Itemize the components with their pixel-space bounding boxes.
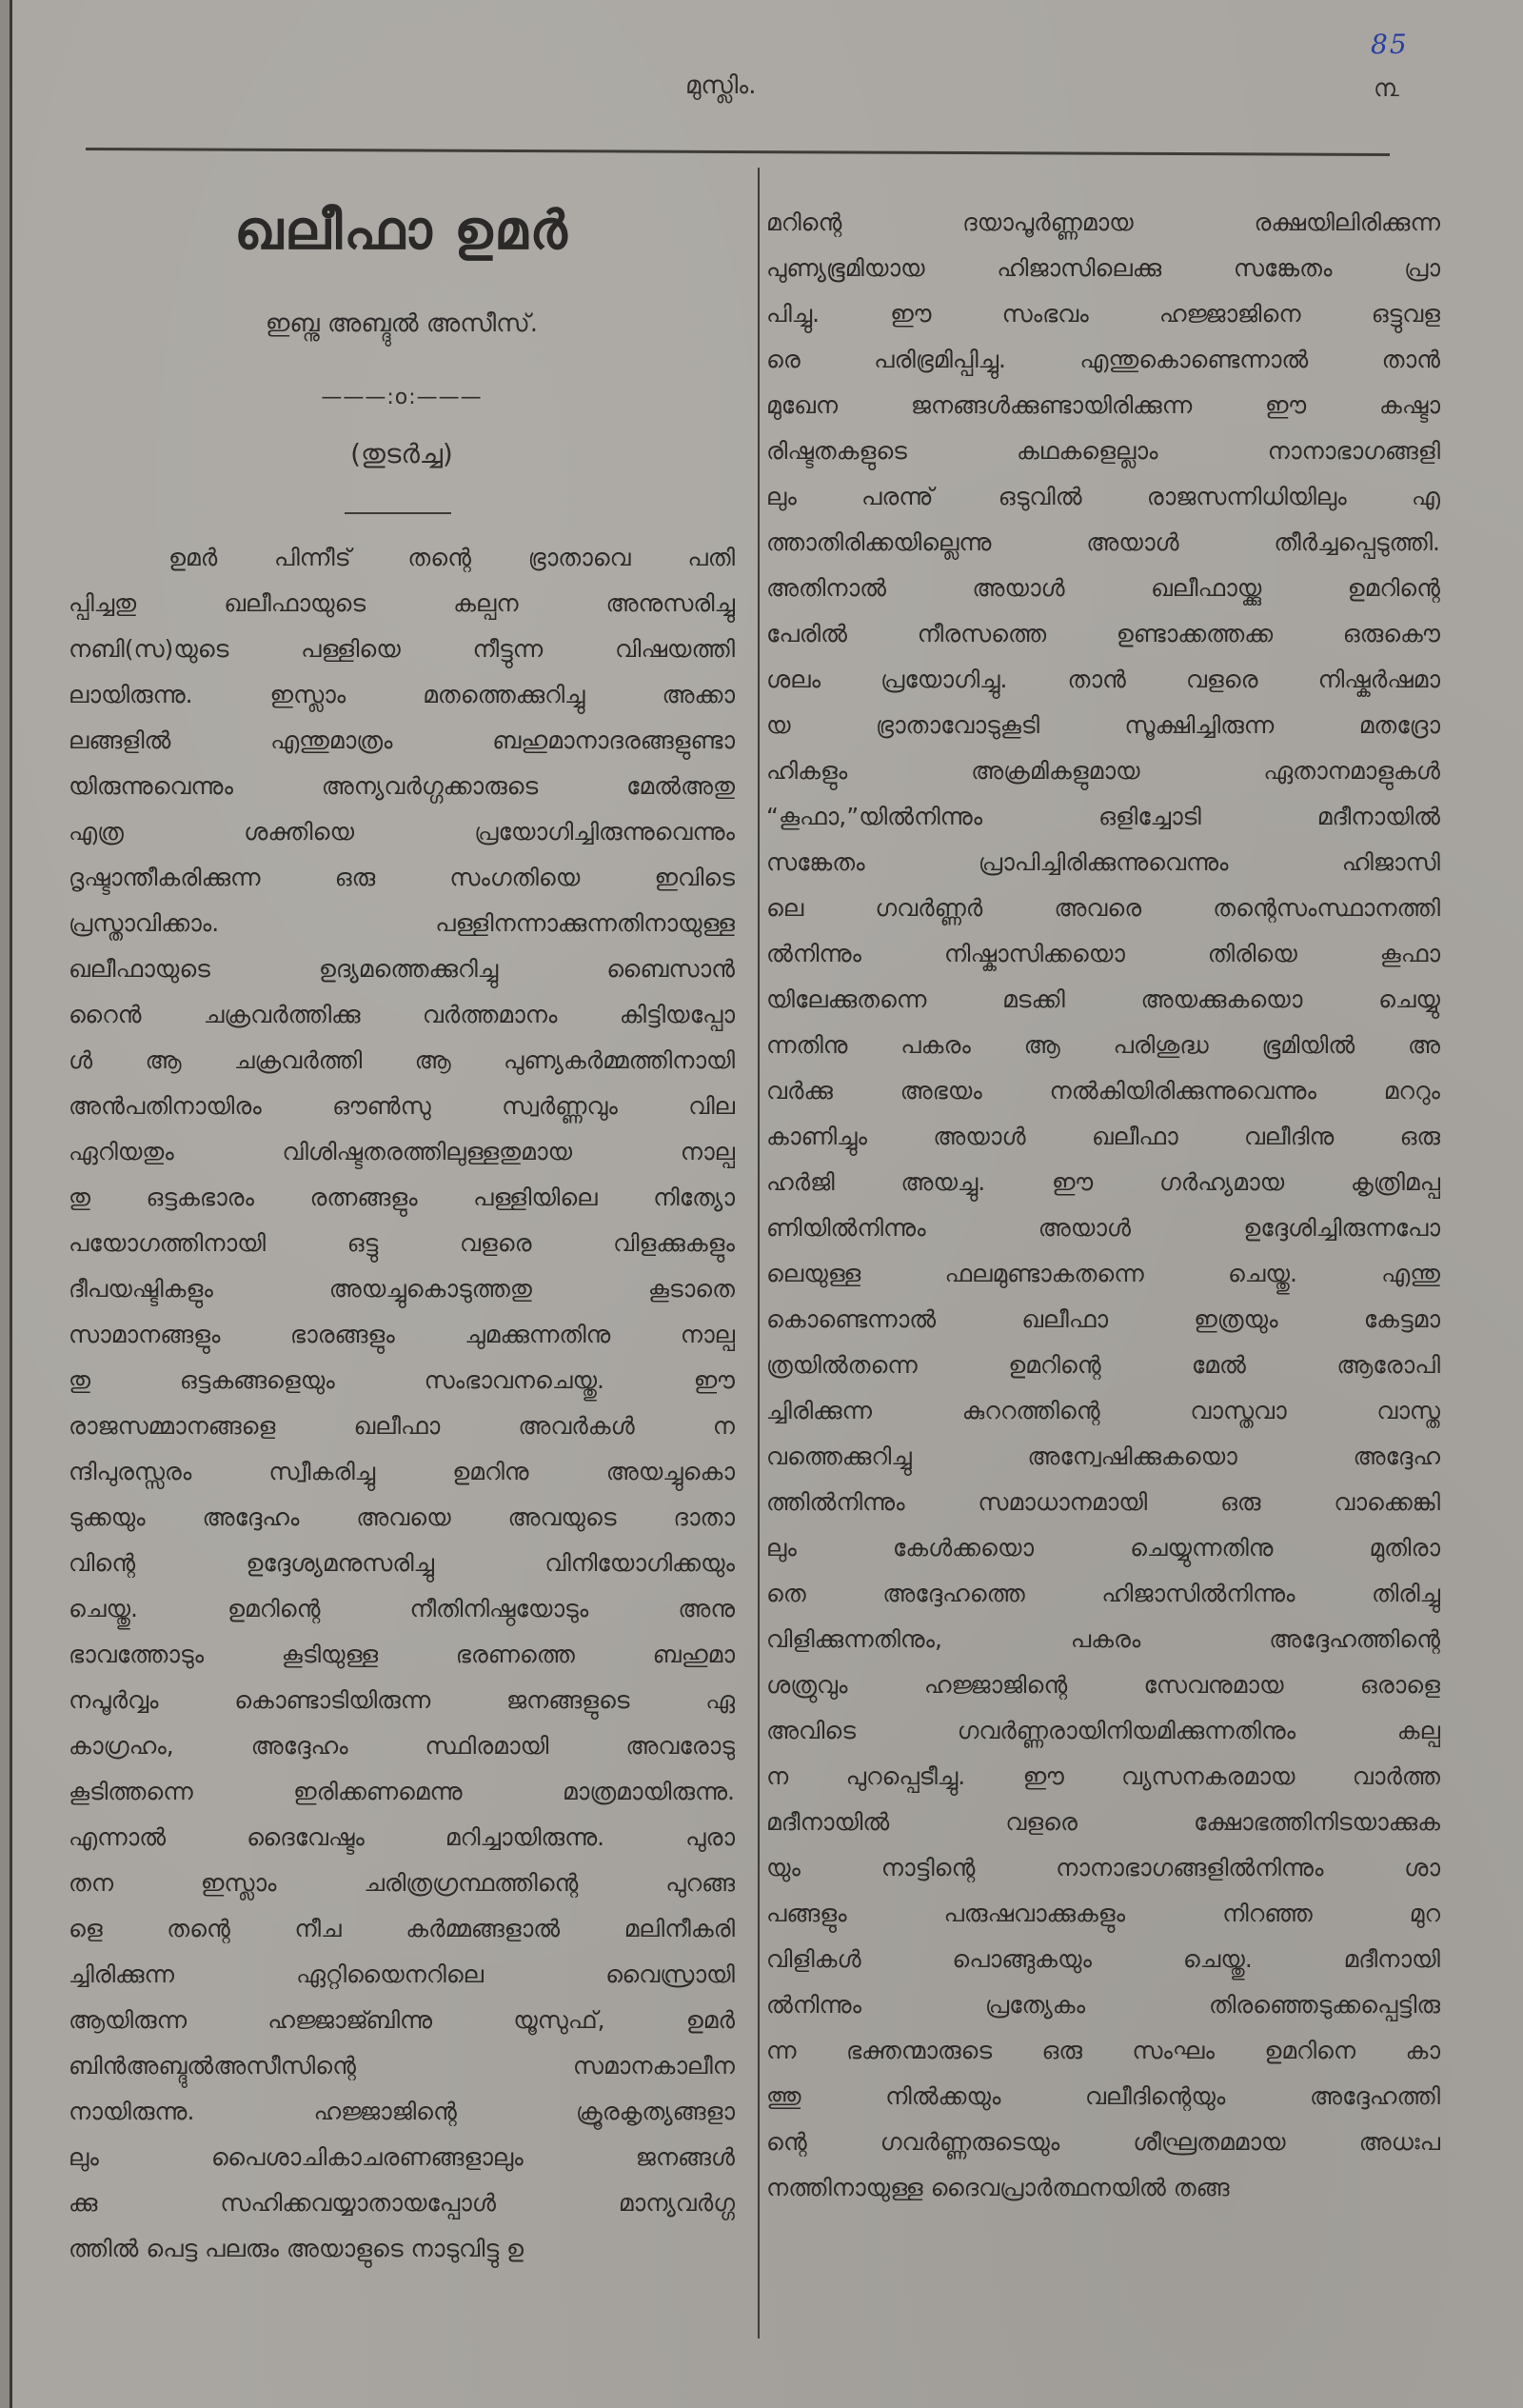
text-line: യിലേക്കുതന്നെ മടക്കി അയക്കുകയൊ ചെയ്യു bbox=[766, 985, 1440, 1013]
text-line: ന്ന ഭക്തന്മാരുടെ ഒരു സംഘം ഉമറിനെ കാ bbox=[766, 2037, 1440, 2064]
text-line: ലെ ഗവർണ്ണർ അവരെ തന്റെസംസ്ഥാനത്തി bbox=[766, 894, 1440, 922]
text-line: രാജസമ്മാനങ്ങളെ ഖലീഫാ അവർകൾ ന bbox=[69, 1412, 735, 1440]
text-line: രിഷ്ടതകളുടെ കഥകളെല്ലാം നാനാഭാഗങ്ങളി bbox=[766, 437, 1440, 465]
text-line: ലങ്ങളിൽ എന്തുമാത്രം ബഹുമാനാദരങ്ങളുണ്ടാ bbox=[69, 726, 735, 754]
text-line: ന പുറപ്പെടീച്ചു. ഈ വ്യസനകരമായ വാർത്ത bbox=[766, 1762, 1440, 1790]
header-rule bbox=[86, 148, 1390, 156]
text-line: ന്റെ ഗവർണ്ണരുടെയും ശീഘ്രതമമായ അധഃപ bbox=[766, 2128, 1440, 2156]
text-line: ദീപയഷ്ടികളും അയച്ചുകൊടുത്തതു കൂടാതെ bbox=[69, 1275, 735, 1303]
text-line: കാഗ്രഹം, അദ്ദേഹം സ്ഥിരമായി അവരോടു bbox=[69, 1732, 735, 1760]
text-line: ളെ തന്റെ നീച കർമ്മങ്ങളാൽ മലിനീകരി bbox=[69, 1915, 735, 1942]
text-line: എന്നാൽ ദൈവേഷ്ടം മറിച്ചായിരുന്നു. പുരാ bbox=[69, 1823, 735, 1851]
text-line: യും നാട്ടിന്റെ നാനാഭാഗങ്ങളിൽനിന്നും ശാ bbox=[766, 1854, 1440, 1881]
text-line: ണിയിൽനിന്നും അയാൾ ഉദ്ദേശിച്ചിരുന്നപോ bbox=[766, 1214, 1440, 1242]
article-title: ഖലീഫാ ഉമർ bbox=[234, 200, 569, 262]
text-line: തെ അദ്ദേഹത്തെ ഹിജാസിൽനിന്നും തിരിച്ചു bbox=[766, 1580, 1440, 1607]
text-line: ആയിരുന്ന ഹജ്ജാജ്ബിന്നു യൂസുഫ്, ഉമർ bbox=[69, 2006, 735, 2034]
text-line: എത്ര ശക്തിയെ പ്രയോഗിച്ചിരുന്നുവെന്നും bbox=[69, 818, 735, 846]
text-line: ന്ദിപുരസ്സരം സ്വീകരിച്ചു ഉമറിനു അയച്ചുകൊ bbox=[69, 1458, 735, 1485]
text-line: വിന്റെ ഉദ്ദേശ്യമനുസരിച്ചു വിനിയോഗിക്കയും bbox=[69, 1549, 735, 1577]
text-line: കാണിച്ചും അയാൾ ഖലീഫാ വലീദിനു ഒരു bbox=[766, 1123, 1440, 1150]
left-column-body bbox=[69, 535, 735, 2272]
text-line: നപൂർവ്വം കൊണ്ടാടിയിരുന്ന ജനങ്ങളുടെ ഏ bbox=[69, 1686, 735, 1714]
text-line: തു ഒട്ടകഭാരം രത്നങ്ങളും പള്ളിയിലെ നിത്യോ bbox=[69, 1184, 735, 1211]
text-line: ഏറിയതും വിശിഷ്ടതരത്തിലുള്ളതുമായ നാല്പ bbox=[69, 1138, 735, 1165]
binding-line bbox=[10, 0, 12, 2408]
text-line: ൽനിന്നും നിഷ്കാസിക്കയൊ തിരിയെ കൂഫാ bbox=[766, 940, 1440, 967]
text-line: ചെയ്തു. ഉമറിന്റെ നീതിനിഷ്ഠയോടും അനു bbox=[69, 1595, 735, 1622]
text-line: യിരുന്നുവെന്നും അന്യവർഗ്ഗക്കാരുടെ മേൽഅതു bbox=[69, 772, 735, 800]
text-line: വർക്കു അഭയം നൽകിയിരിക്കുന്നുവെന്നും മററും bbox=[766, 1077, 1440, 1104]
text-line: കൊണ്ടെന്നാൽ ഖലീഫാ ഇത്രയും കേട്ടമാ bbox=[766, 1305, 1440, 1333]
text-line: ത്തു നിൽക്കയും വലീദിന്റെയും അദ്ദേഹത്തി bbox=[766, 2082, 1440, 2110]
text-line: ലും കേൾക്കയൊ ചെയ്യുന്നതിനു മുതിരാ bbox=[766, 1534, 1440, 1562]
running-head: മുസ്ലിം. bbox=[685, 71, 757, 100]
article-author: ഇബ്നു അബ്ദുൽ അസീസ്. bbox=[265, 309, 539, 338]
text-line: ന്നതിനു പകരം ആ പരിശുദ്ധ ഭൂമിയിൽ അ bbox=[766, 1031, 1440, 1059]
text-line: ലായിരുന്നു. ഇസ്ലാം മതത്തെക്കുറിച്ചു അക്കാ bbox=[69, 681, 735, 708]
text-line: തന ഇസ്ലാം ചരിത്രഗ്രന്ഥത്തിന്റെ പുറങ്ങ bbox=[69, 1869, 735, 1897]
text-line: ബിൻഅബ്ദുൽഅസീസിന്റെ സമാനകാലീന bbox=[69, 2052, 735, 2080]
text-line: മദീനായിൽ വളരെ ക്ഷോഭത്തിനിടയാക്കുക bbox=[766, 1808, 1440, 1836]
handwritten-page-number: 85 bbox=[1371, 29, 1409, 60]
text-line: സാമാനങ്ങളും ഭാരങ്ങളും ചുമക്കുന്നതിനു നാല്പ bbox=[69, 1321, 735, 1348]
text-line: തു ഒട്ടകങ്ങളെയും സംഭാവനചെയ്തു. ഈ bbox=[69, 1366, 735, 1394]
text-line: ദൃഷ്ടാന്തീകരിക്കുന്ന ഒരു സംഗതിയെ ഇവിടെ bbox=[69, 864, 735, 891]
text-line: ച്ചിരിക്കുന്ന ഏറ്റിയൈനറിലെ വൈസ്രായി bbox=[69, 1960, 735, 1988]
text-line: ത്രയിൽതന്നെ ഉമറിന്റെ മേൽ ആരോപി bbox=[766, 1351, 1440, 1379]
text-line: റൈൻ ചക്രവർത്തിക്കു വർത്തമാനം കിട്ടിയപ്പോ bbox=[69, 1001, 735, 1028]
text-line: ത്താതിരിക്കയില്ലെന്നു അയാൾ തീർച്ചപ്പെടുത്തി. bbox=[766, 528, 1440, 556]
text-line: അതിനാൽ അയാൾ ഖലീഫായ്ക്കു ഉമറിന്റെ bbox=[766, 574, 1440, 602]
text-line: ലും പരന്നു് ഒടുവിൽ രാജസന്നിധിയിലും എ bbox=[766, 483, 1440, 510]
text-line: യ ഭ്രാതാവോടുകൂടി സൂക്ഷിച്ചിരുന്ന മതദ്രോ bbox=[766, 711, 1440, 739]
text-line: പയോഗത്തിനായി ഒട്ടു വളരെ വിളക്കുകളും bbox=[69, 1229, 735, 1257]
text-line: ച്ചിരിക്കുന്ന കുററത്തിന്റെ വാസ്തവാ വാസ്ത bbox=[766, 1397, 1440, 1424]
text-line: ത്തിൽനിന്നും സമാധാനമായി ഒരു വാക്കെങ്കി bbox=[766, 1488, 1440, 1516]
text-line: ഉമർ പിന്നീട് തന്റെ ഭ്രാതാവെ പതി bbox=[168, 544, 735, 571]
text-line: പ്പിച്ചതു ഖലീഫായുടെ കല്പന അനുസരിച്ചു bbox=[69, 589, 735, 617]
text-line: മുഖേന ജനങ്ങൾക്കുണ്ടായിരിക്കുന്ന ഈ കഷ്ടാ bbox=[766, 391, 1440, 419]
text-line: നായിരുന്നു. ഹജ്ജാജിന്റെ ക്രൂരകൃത്യങ്ങളാ bbox=[69, 2098, 735, 2125]
printed-page-number: ൩ bbox=[1374, 74, 1399, 103]
text-line: അൻപതിനായിരം ഔൺസു സ്വർണ്ണവും വില bbox=[69, 1092, 735, 1120]
text-line: ലും പൈശാചികാചരണങ്ങളാലും ജനങ്ങൾ bbox=[69, 2143, 735, 2171]
text-line: പുണ്യഭൂമിയായ ഹിജാസിലെക്കു സങ്കേതം പ്രാ bbox=[766, 254, 1440, 282]
page-left-edge bbox=[0, 0, 10, 2408]
text-line: ൽനിന്നും പ്രത്യേകം തിരഞ്ഞെടുക്കപ്പെട്ടിരു bbox=[766, 1991, 1440, 2019]
text-line: മറിന്റെ ദയാപൂർണ്ണമായ രക്ഷയിലിരിക്കുന്ന bbox=[766, 209, 1440, 236]
text-line: ലെയുള്ള ഫലമുണ്ടാകതന്നെ ചെയ്തു. എന്തു bbox=[766, 1260, 1440, 1287]
short-rule bbox=[345, 512, 451, 514]
text-line: നബി(സ)യുടെ പള്ളിയെ നീട്ടുന്ന വിഷയത്തി bbox=[69, 635, 735, 663]
text-line: പ്രസ്താവിക്കാം. പള്ളിനന്നാക്കുന്നതിനായുള്ള bbox=[69, 909, 735, 937]
text-line: ക്കു സഹിക്കവയ്യാതായപ്പോൾ മാന്യവർഗ്ഗ bbox=[69, 2189, 735, 2217]
text-line: വത്തെക്കുറിച്ചു അന്വേഷിക്കുകയൊ അദ്ദേഹ bbox=[766, 1443, 1440, 1470]
text-line: കൂടിത്തന്നെ ഇരിക്കണമെന്നു മാത്രമായിരുന്നു. bbox=[69, 1778, 735, 1805]
text-line: ഖലീഫായുടെ ഉദ്യമത്തെക്കുറിച്ചു ബൈസാൻ bbox=[69, 955, 735, 983]
text-line: ഹികളും അക്രമികളുമായ ഏതാനമാളുകൾ bbox=[766, 757, 1440, 785]
text-line: ഹർജി അയച്ചു. ഈ ഗർഹ്യമായ കൃത്രിമപ്പ bbox=[766, 1168, 1440, 1196]
text-line: നത്തിനായുള്ള ദൈവപ്രാർത്ഥനയിൽ തങ്ങ bbox=[766, 2174, 1230, 2201]
text-line: ശലം പ്രയോഗിച്ചു. താൻ വളരെ നിഷ്കർഷമാ bbox=[766, 666, 1440, 693]
text-line: വിളിക്കുന്നതിനും, പകരം അദ്ദേഹത്തിന്റെ bbox=[766, 1625, 1440, 1653]
text-line: ടുക്കയും അദ്ദേഹം അവയെ അവയുടെ ദാതാ bbox=[69, 1503, 735, 1531]
text-line: സങ്കേതം പ്രാപിച്ചിരിക്കുന്നുവെന്നും ഹിജാസി bbox=[766, 848, 1440, 876]
text-line: പങ്ങളും പരുഷവാക്കുകളും നിറഞ്ഞ മുറ bbox=[766, 1900, 1440, 1927]
text-line: ശത്രുവും ഹജ്ജാജിന്റെ സേവനുമായ ഒരാളെ bbox=[766, 1671, 1440, 1699]
text-line: അവിടെ ഗവർണ്ണരായിനിയമിക്കുന്നതിനും കല്പ bbox=[766, 1717, 1440, 1744]
text-line: ത്തിൽ പെട്ട പലരും അയാളുടെ നാടുവിട്ടു ഉ bbox=[69, 2235, 524, 2262]
text-line: പേരിൽ നീരസത്തെ ഉണ്ടാക്കത്തക്ക ഒരുകൌ bbox=[766, 620, 1440, 647]
text-line: വിളികൾ പൊങ്ങുകയും ചെയ്തു. മദീനായി bbox=[766, 1945, 1440, 1973]
text-line: ൾ ആ ചക്രവർത്തി ആ പുണ്യകർമ്മത്തിനായി bbox=[69, 1046, 735, 1074]
text-line: “കൂഫാ,”യിൽനിന്നും ഒളിച്ചോടി മദീനായിൽ bbox=[766, 803, 1440, 830]
text-line: രെ പരിഭ്രമിപ്പിച്ചു. എന്തുകൊണ്ടെന്നാൽ താൻ bbox=[766, 346, 1440, 373]
text-line: പിച്ചു. ഈ സംഭവം ഹജ്ജാജിനെ ഒട്ടുവള bbox=[766, 300, 1440, 328]
continued-label: (തുടർച്ച) bbox=[350, 438, 453, 469]
text-line: ഭാവത്തോടും കൂടിയുള്ള ഭരണത്തെ ബഹുമാ bbox=[69, 1641, 735, 1668]
column-divider bbox=[758, 168, 760, 2338]
right-column-body bbox=[766, 200, 1440, 2211]
ornamental-separator: ———:o:——— bbox=[321, 386, 483, 409]
